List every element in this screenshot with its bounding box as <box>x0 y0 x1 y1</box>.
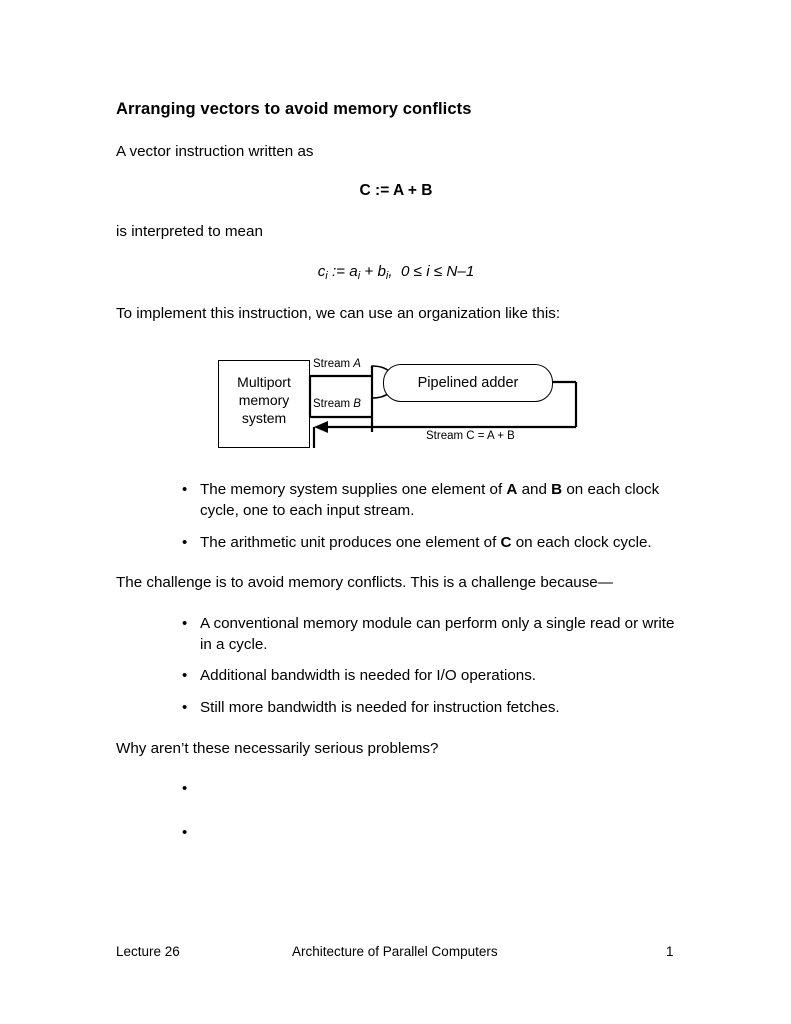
equation-1 <box>116 182 676 200</box>
memory-label-line-3: system <box>241 410 287 427</box>
bullet-list-3-blank <box>180 779 676 843</box>
list-item: • A conventional memory module can perform only a single read or write in a cycle. <box>180 614 676 655</box>
stream-c-label: Stream C = A + B <box>426 430 515 443</box>
footer-course: Architecture of Parallel Computers <box>292 944 498 959</box>
list-item <box>180 823 676 843</box>
list-item: • Still more bandwidth is needed for instruction fetches. <box>180 698 676 719</box>
memory-label-line-1: Multiport <box>237 374 291 391</box>
system-diagram <box>116 344 676 464</box>
stream-b-label: Stream B <box>313 398 361 411</box>
list-item: • The arithmetic unit produces one element of C on each clock cycle. <box>180 533 676 554</box>
bullet-list-1 <box>180 480 676 553</box>
document-content <box>116 100 676 867</box>
question-paragraph: Why aren’t these necessarily serious problems? <box>116 739 439 757</box>
multiport-memory-label <box>218 374 310 428</box>
interpreted-paragraph: is interpreted to mean <box>116 223 263 241</box>
list-item: • Additional bandwidth is needed for I/O operations. <box>180 666 676 687</box>
pipelined-adder-box: Pipelined adder <box>383 364 553 402</box>
bullet-list-2 <box>180 614 676 719</box>
memory-label-line-2: memory <box>238 392 290 409</box>
organization-paragraph: To implement this instruction, we can use an organization like this: <box>116 304 561 322</box>
intro-paragraph: A vector instruction written as <box>116 142 314 160</box>
footer-lecture: Lecture 26 <box>116 944 180 959</box>
diagram-wires <box>116 344 676 464</box>
equation-2 <box>116 263 676 282</box>
challenge-paragraph: The challenge is to avoid memory conflicts. This is a challenge because— <box>116 574 613 592</box>
page-title: Arranging vectors to avoid memory conflicts <box>116 100 472 118</box>
footer-page-number: 1 <box>666 944 674 959</box>
equation-1-text: C := A + B <box>359 182 433 200</box>
stream-a-label: Stream A <box>313 358 361 371</box>
list-item: • The memory system supplies one element of A and B on each clock cycle, one to each input stream. <box>180 480 676 521</box>
list-item <box>180 779 676 799</box>
equation-2-text: $c_i$ := $a_i + b_i$, 0 ≤ i ≤ N–1 <box>317 262 475 282</box>
